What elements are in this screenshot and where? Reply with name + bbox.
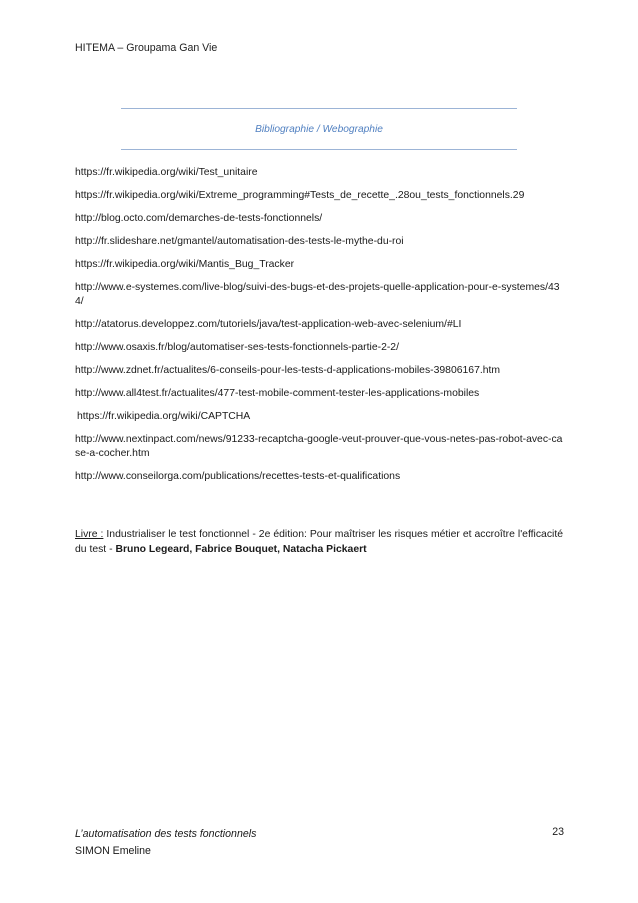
link-item[interactable]: http://www.e-systemes.com/live-blog/suivi-des-bugs-et-des-projets-quelle-application-pour-e-systemes/434/ xyxy=(75,282,560,307)
page-number: 23 xyxy=(552,826,564,838)
section-title-block xyxy=(121,108,517,150)
link-item[interactable]: http://blog.octo.com/demarches-de-tests-fonctionnels/ xyxy=(75,213,323,224)
footer-author: SIMON Emeline xyxy=(75,845,151,857)
link-item[interactable]: http://atatorus.developpez.com/tutoriels/java/test-application-web-avec-selenium/#LI xyxy=(75,319,462,330)
link-item[interactable]: https://fr.wikipedia.org/wiki/Extreme_programming#Tests_de_recette_.28ou_tests_fonctionnels.29 xyxy=(75,190,525,201)
link-item[interactable]: http://www.all4test.fr/actualites/477-test-mobile-comment-tester-les-applications-mobiles xyxy=(75,388,480,399)
link-item[interactable]: https://fr.wikipedia.org/wiki/Test_unitaire xyxy=(75,167,258,178)
link-item[interactable]: http://www.osaxis.fr/blog/automatiser-ses-tests-fonctionnels-partie-2-2/ xyxy=(75,342,399,353)
section-title: Bibliographie / Webographie xyxy=(255,123,383,135)
link-item[interactable]: https://fr.wikipedia.org/wiki/CAPTCHA xyxy=(77,411,251,422)
link-item[interactable]: http://www.nextinpact.com/news/91233-recaptcha-google-veut-prouver-que-vous-netes-pas-robot-avec-case-a-cocher.htm xyxy=(75,434,563,459)
page-footer xyxy=(75,826,256,860)
link-item[interactable]: https://fr.wikipedia.org/wiki/Mantis_Bug_Tracker xyxy=(75,259,295,270)
book-reference xyxy=(75,527,563,557)
footer-document-title: L’automatisation des tests fonctionnels xyxy=(75,828,257,840)
book-label: Livre : xyxy=(75,529,104,540)
page-header: HITEMA – Groupama Gan Vie xyxy=(75,42,218,54)
book-title: Industrialiser le test fonctionnel - 2e édition: Pour maîtriser les risques métier et accroître l'efficacité du test - xyxy=(75,529,563,555)
link-list xyxy=(75,166,563,493)
link-item[interactable]: http://www.conseilorga.com/publications/recettes-tests-et-qualifications xyxy=(75,471,401,482)
book-authors: Bruno Legeard, Fabrice Bouquet, Natacha Pickaert xyxy=(115,544,367,555)
link-item[interactable]: http://fr.slideshare.net/gmantel/automatisation-des-tests-le-mythe-du-roi xyxy=(75,236,404,247)
link-item[interactable]: http://www.zdnet.fr/actualites/6-conseils-pour-les-tests-d-applications-mobiles-39806167.htm xyxy=(75,365,501,376)
